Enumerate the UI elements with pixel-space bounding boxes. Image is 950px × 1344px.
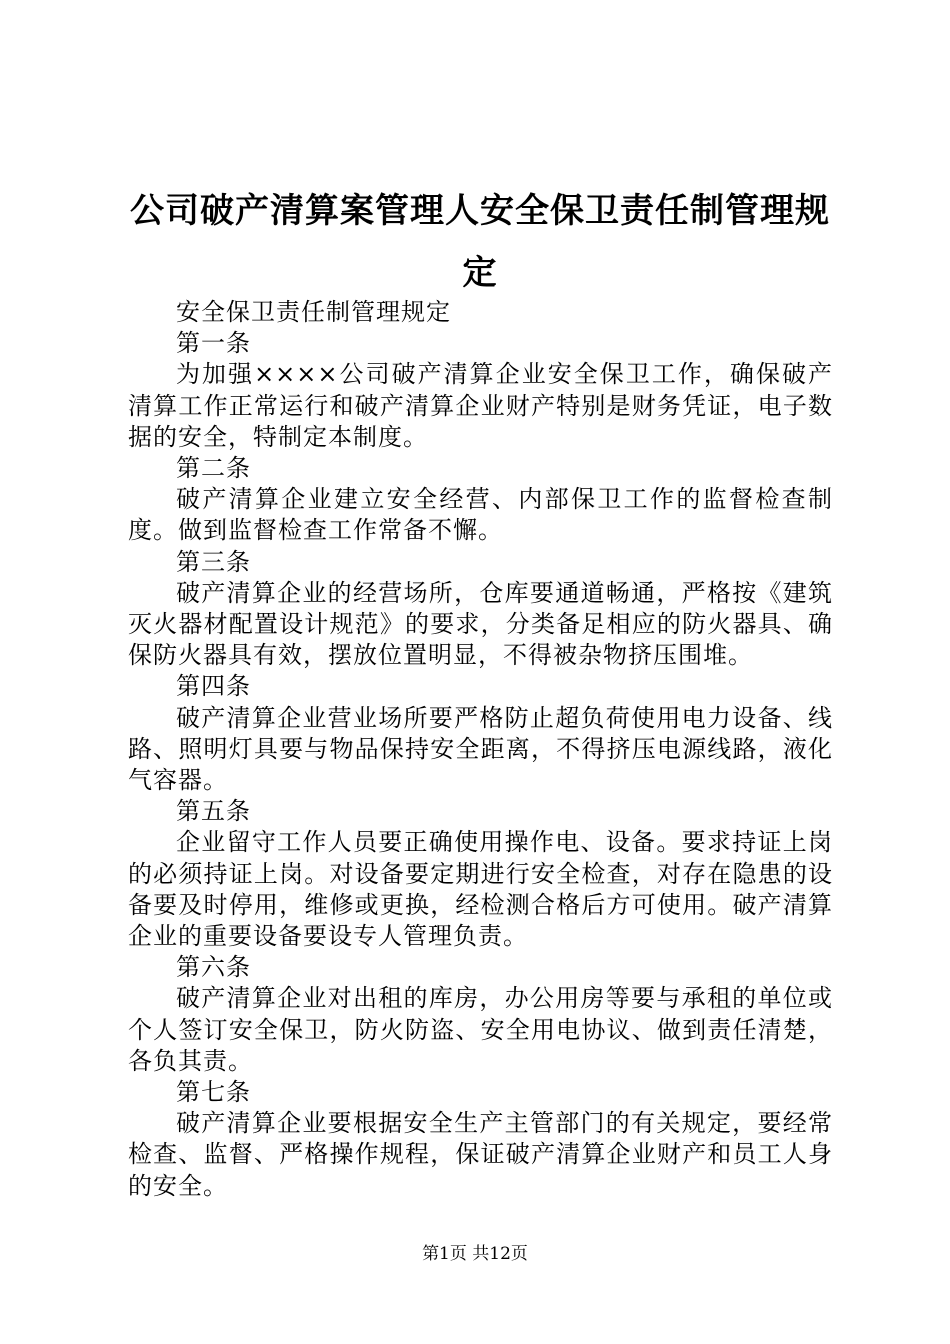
- page-footer: 第1页 共12页: [422, 1244, 528, 1264]
- article-heading-2: 第二条: [176, 454, 251, 483]
- article-text-5: 企业留守工作人员要正确使用操作电、设备。要求持证上岗的必须持证上岗。对设备要定期进行安全检查，对存在隐患的设备要及时停用，维修或更换，经检测合格后方可使用。破产清算企业的重要设备要设专人管理负责。: [128, 828, 833, 951]
- document-body: [128, 297, 833, 1202]
- article-heading-7: 第七条: [176, 1078, 251, 1107]
- article-text-3: 破产清算企业的经营场所，仓库要通道畅通，严格按《建筑灭火器材配置设计规范》的要求，分类备足相应的防火器具、确保防火器具有效，摆放位置明显，不得被杂物挤压围堆。: [128, 578, 833, 670]
- article-text-7: 破产清算企业要根据安全生产主管部门的有关规定，要经常检查、监督、严格操作规程，保证破产清算企业财产和员工人身的安全。: [128, 1109, 833, 1200]
- article-heading-6: 第六条: [176, 953, 251, 982]
- article-text-4: 破产清算企业营业场所要严格防止超负荷使用电力设备、线路、照明灯具要与物品保持安全距离，不得挤压电源线路，液化气容器。: [128, 703, 833, 795]
- article-heading-4: 第四条: [176, 672, 251, 701]
- article-heading-3: 第三条: [176, 547, 251, 576]
- subtitle-paragraph: 安全保卫责任制管理规定: [176, 298, 451, 326]
- document-title: 公司破产清算案管理人安全保卫责任制管理规定: [130, 191, 830, 293]
- article-text-1: 为加强××××公司破产清算企业安全保卫工作，确保破产清算工作正常运行和破产清算企业财产特别是财务凭证，电子数据的安全，特制定本制度。: [128, 360, 833, 451]
- article-heading-1: 第一条: [176, 329, 251, 358]
- article-text-2: 破产清算企业建立安全经营、内部保卫工作的监督检查制度。做到监督检查工作常备不懈。: [128, 485, 833, 545]
- article-text-6: 破产清算企业对出租的库房，办公用房等要与承租的单位或个人签订安全保卫，防火防盗、安全用电协议、做到责任清楚，各负其责。: [128, 984, 833, 1075]
- article-heading-5: 第五条: [176, 797, 251, 826]
